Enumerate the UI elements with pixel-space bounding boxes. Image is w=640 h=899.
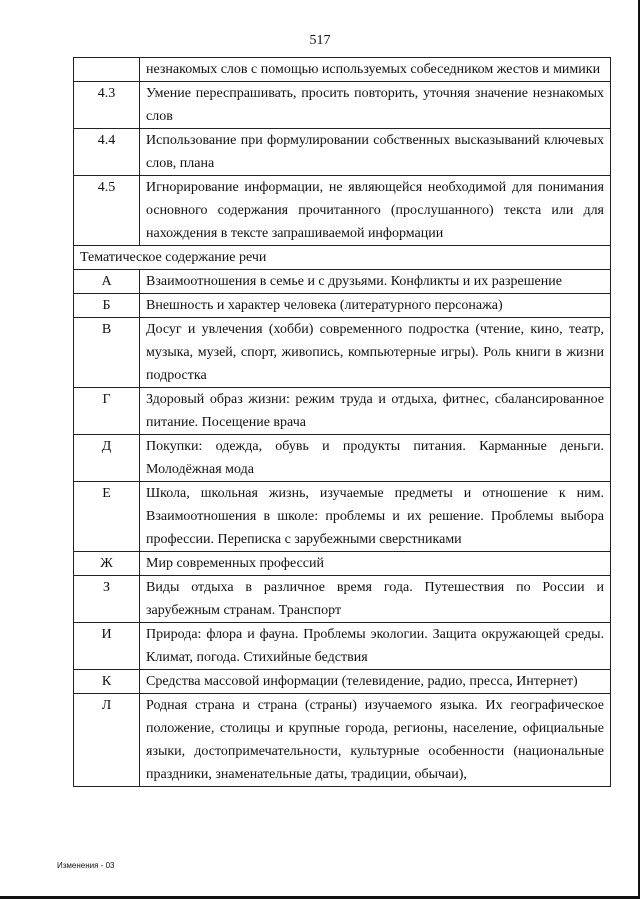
topic-code: К [74,670,140,694]
topic-row [74,435,611,482]
row-text: Игнорирование информации, не являющейся необходимой для понимания основного содержания прочитанного (прослушанного) текста или для нахождения в тексте запрашиваемой информации [140,176,611,246]
topic-row [74,576,611,623]
row-code: 4.3 [74,82,140,129]
topic-code: Г [74,388,140,435]
topic-text: Школа, школьная жизнь, изучаемые предметы и отношение к ним. Взаимоотношения в школе: проблемы и их решение. Проблемы выбора профессии. Переписка с зарубежными сверстниками [140,482,611,552]
topic-code: В [74,318,140,388]
topic-code: Б [74,294,140,318]
topic-text: Покупки: одежда, обувь и продукты питания. Карманные деньги. Молодёжная мода [140,435,611,482]
topic-row [74,388,611,435]
topic-code: Е [74,482,140,552]
topic-row [74,482,611,552]
row-text: Умение переспрашивать, просить повторить, уточняя значение незнакомых слов [140,82,611,129]
topic-text: Мир современных профессий [140,552,611,576]
topic-row [74,270,611,294]
row-code [74,58,140,82]
topic-code: З [74,576,140,623]
topic-text: Родная страна и страна (страны) изучаемого языка. Их географическое положение, столицы и крупные города, регионы, население, официальные языки, достопримечательности, культурные особенности (национальные праздники, знаменательные даты, традиции, обычаи), [140,694,611,787]
topic-row [74,694,611,787]
content-table [73,57,611,787]
topic-text: Средства массовой информации (телевидение, радио, пресса, Интернет) [140,670,611,694]
topic-row [74,623,611,670]
page-number: 517 [309,33,331,48]
topic-text: Виды отдыха в различное время года. Путешествия по России и зарубежным странам. Транспорт [140,576,611,623]
topic-row [74,670,611,694]
topic-row [74,318,611,388]
topic-code: И [74,623,140,670]
topic-text: Природа: флора и фауна. Проблемы экологии. Защита окружающей среды. Климат, погода. Стихийные бедствия [140,623,611,670]
topic-text: Взаимоотношения в семье и с друзьями. Конфликты и их разрешение [140,270,611,294]
topic-text: Досуг и увлечения (хобби) современного подростка (чтение, кино, театр, музыка, музей, спорт, живопись, компьютерные игры). Роль книги в жизни подростка [140,318,611,388]
table-row [74,82,611,129]
footer-revision: Изменения - 03 [57,861,115,870]
table-row [74,129,611,176]
topic-row [74,294,611,318]
topic-code: Д [74,435,140,482]
row-code: 4.4 [74,129,140,176]
table-row [74,58,611,82]
topic-code: Л [74,694,140,787]
topic-code: А [74,270,140,294]
topic-code: Ж [74,552,140,576]
topic-text: Внешность и характер человека (литературного персонажа) [140,294,611,318]
section-title: Тематическое содержание речи [74,246,611,270]
section-header-row [74,246,611,270]
row-text: незнакомых слов с помощью используемых собеседником жестов и мимики [140,58,611,82]
row-text: Использование при формулировании собственных высказываний ключевых слов, плана [140,129,611,176]
table-row [74,176,611,246]
topic-text: Здоровый образ жизни: режим труда и отдыха, фитнес, сбалансированное питание. Посещение врача [140,388,611,435]
row-code: 4.5 [74,176,140,246]
topic-row [74,552,611,576]
